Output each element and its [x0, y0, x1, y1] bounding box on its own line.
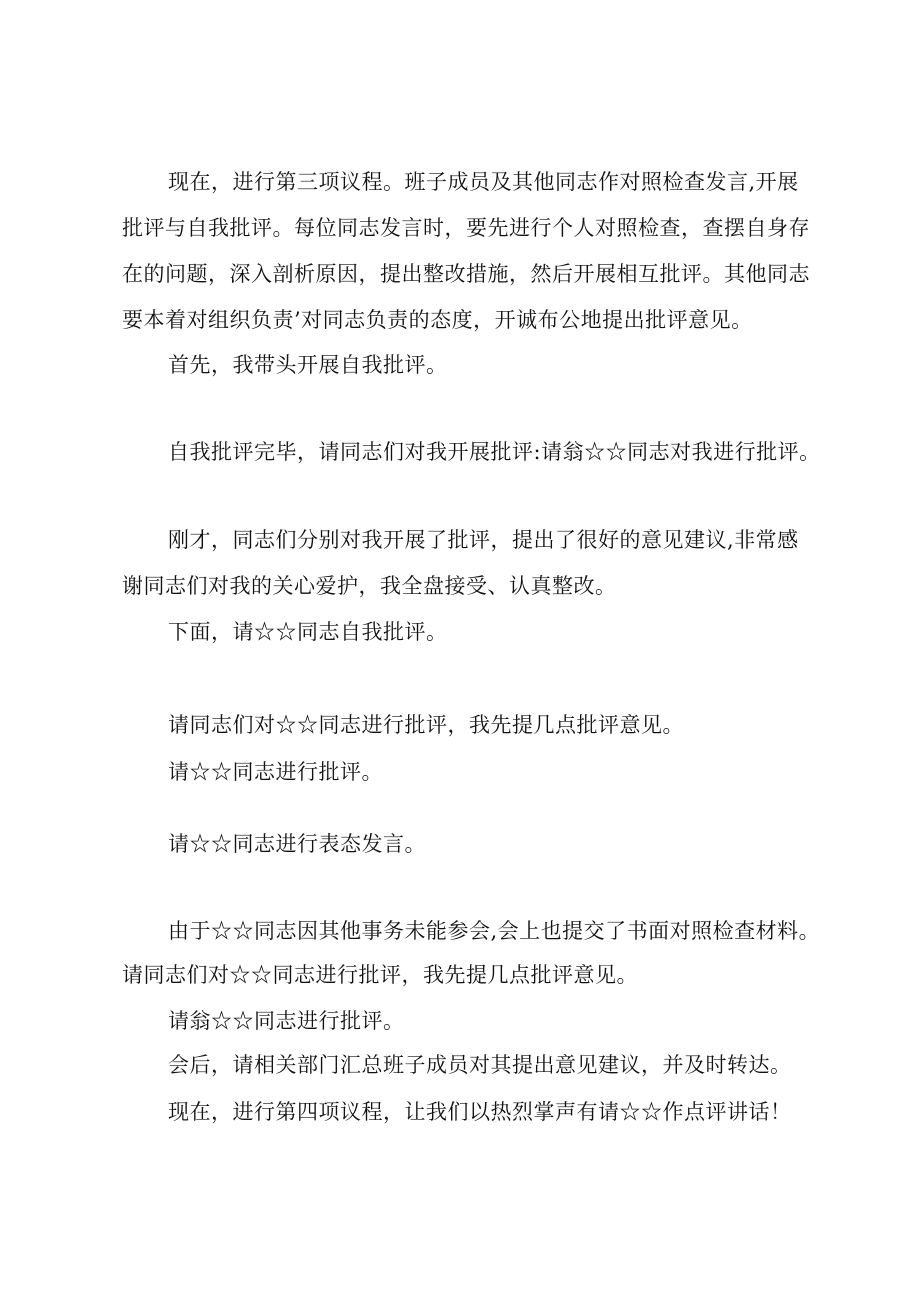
paragraph-line: 自我批评完毕，请同志们对我开展批评:请翁☆☆同志对我进行批评。: [168, 440, 821, 464]
paragraph-line: 要本着对组织负责’对同志负责的态度，开诚布公地提出批评意见。: [122, 308, 753, 332]
paragraph-line: 在的问题，深入剖析原因，提出整改措施，然后开展相互批评。其他同志: [122, 262, 810, 286]
paragraph-line: 会后，请相关部门汇总班子成员对其提出意见建议，并及时转达。: [168, 1053, 792, 1077]
paragraph-line: 批评与自我批评。每位同志发言时，要先进行个人对照检查，查摆自身存: [122, 216, 810, 240]
paragraph-line: 下面，请☆☆同志自我批评。: [168, 620, 448, 644]
paragraph-line: 请翁☆☆同志进行批评。: [168, 1009, 405, 1033]
paragraph-line: 谢同志们对我的关心爱护，我全盘接受、认真整改。: [122, 574, 617, 598]
paragraph-line: 现在，进行第四项议程，让我们以热烈掌声有请☆☆作点评讲话！: [168, 1100, 792, 1124]
paragraph-line: 请同志们对☆☆同志进行批评，我先提几点批评意见。: [168, 713, 684, 737]
paragraph-line: 请☆☆同志进行批评。: [168, 760, 383, 784]
paragraph-line: 请☆☆同志进行表态发言。: [168, 832, 426, 856]
paragraph-line: 现在，进行第三项议程。班子成员及其他同志作对照检查发言,开展: [168, 170, 799, 194]
paragraph-line: 首先，我带头开展自我批评。: [168, 353, 448, 377]
paragraph-line: 刚才，同志们分别对我开展了批评，提出了很好的意见建议,非常感: [168, 528, 799, 552]
paragraph-line: 由于☆☆同志因其他事务未能参会,会上也提交了书面对照检查材料。: [168, 919, 821, 943]
paragraph-line: 请同志们对☆☆同志进行批评，我先提几点批评意见。: [122, 963, 638, 987]
